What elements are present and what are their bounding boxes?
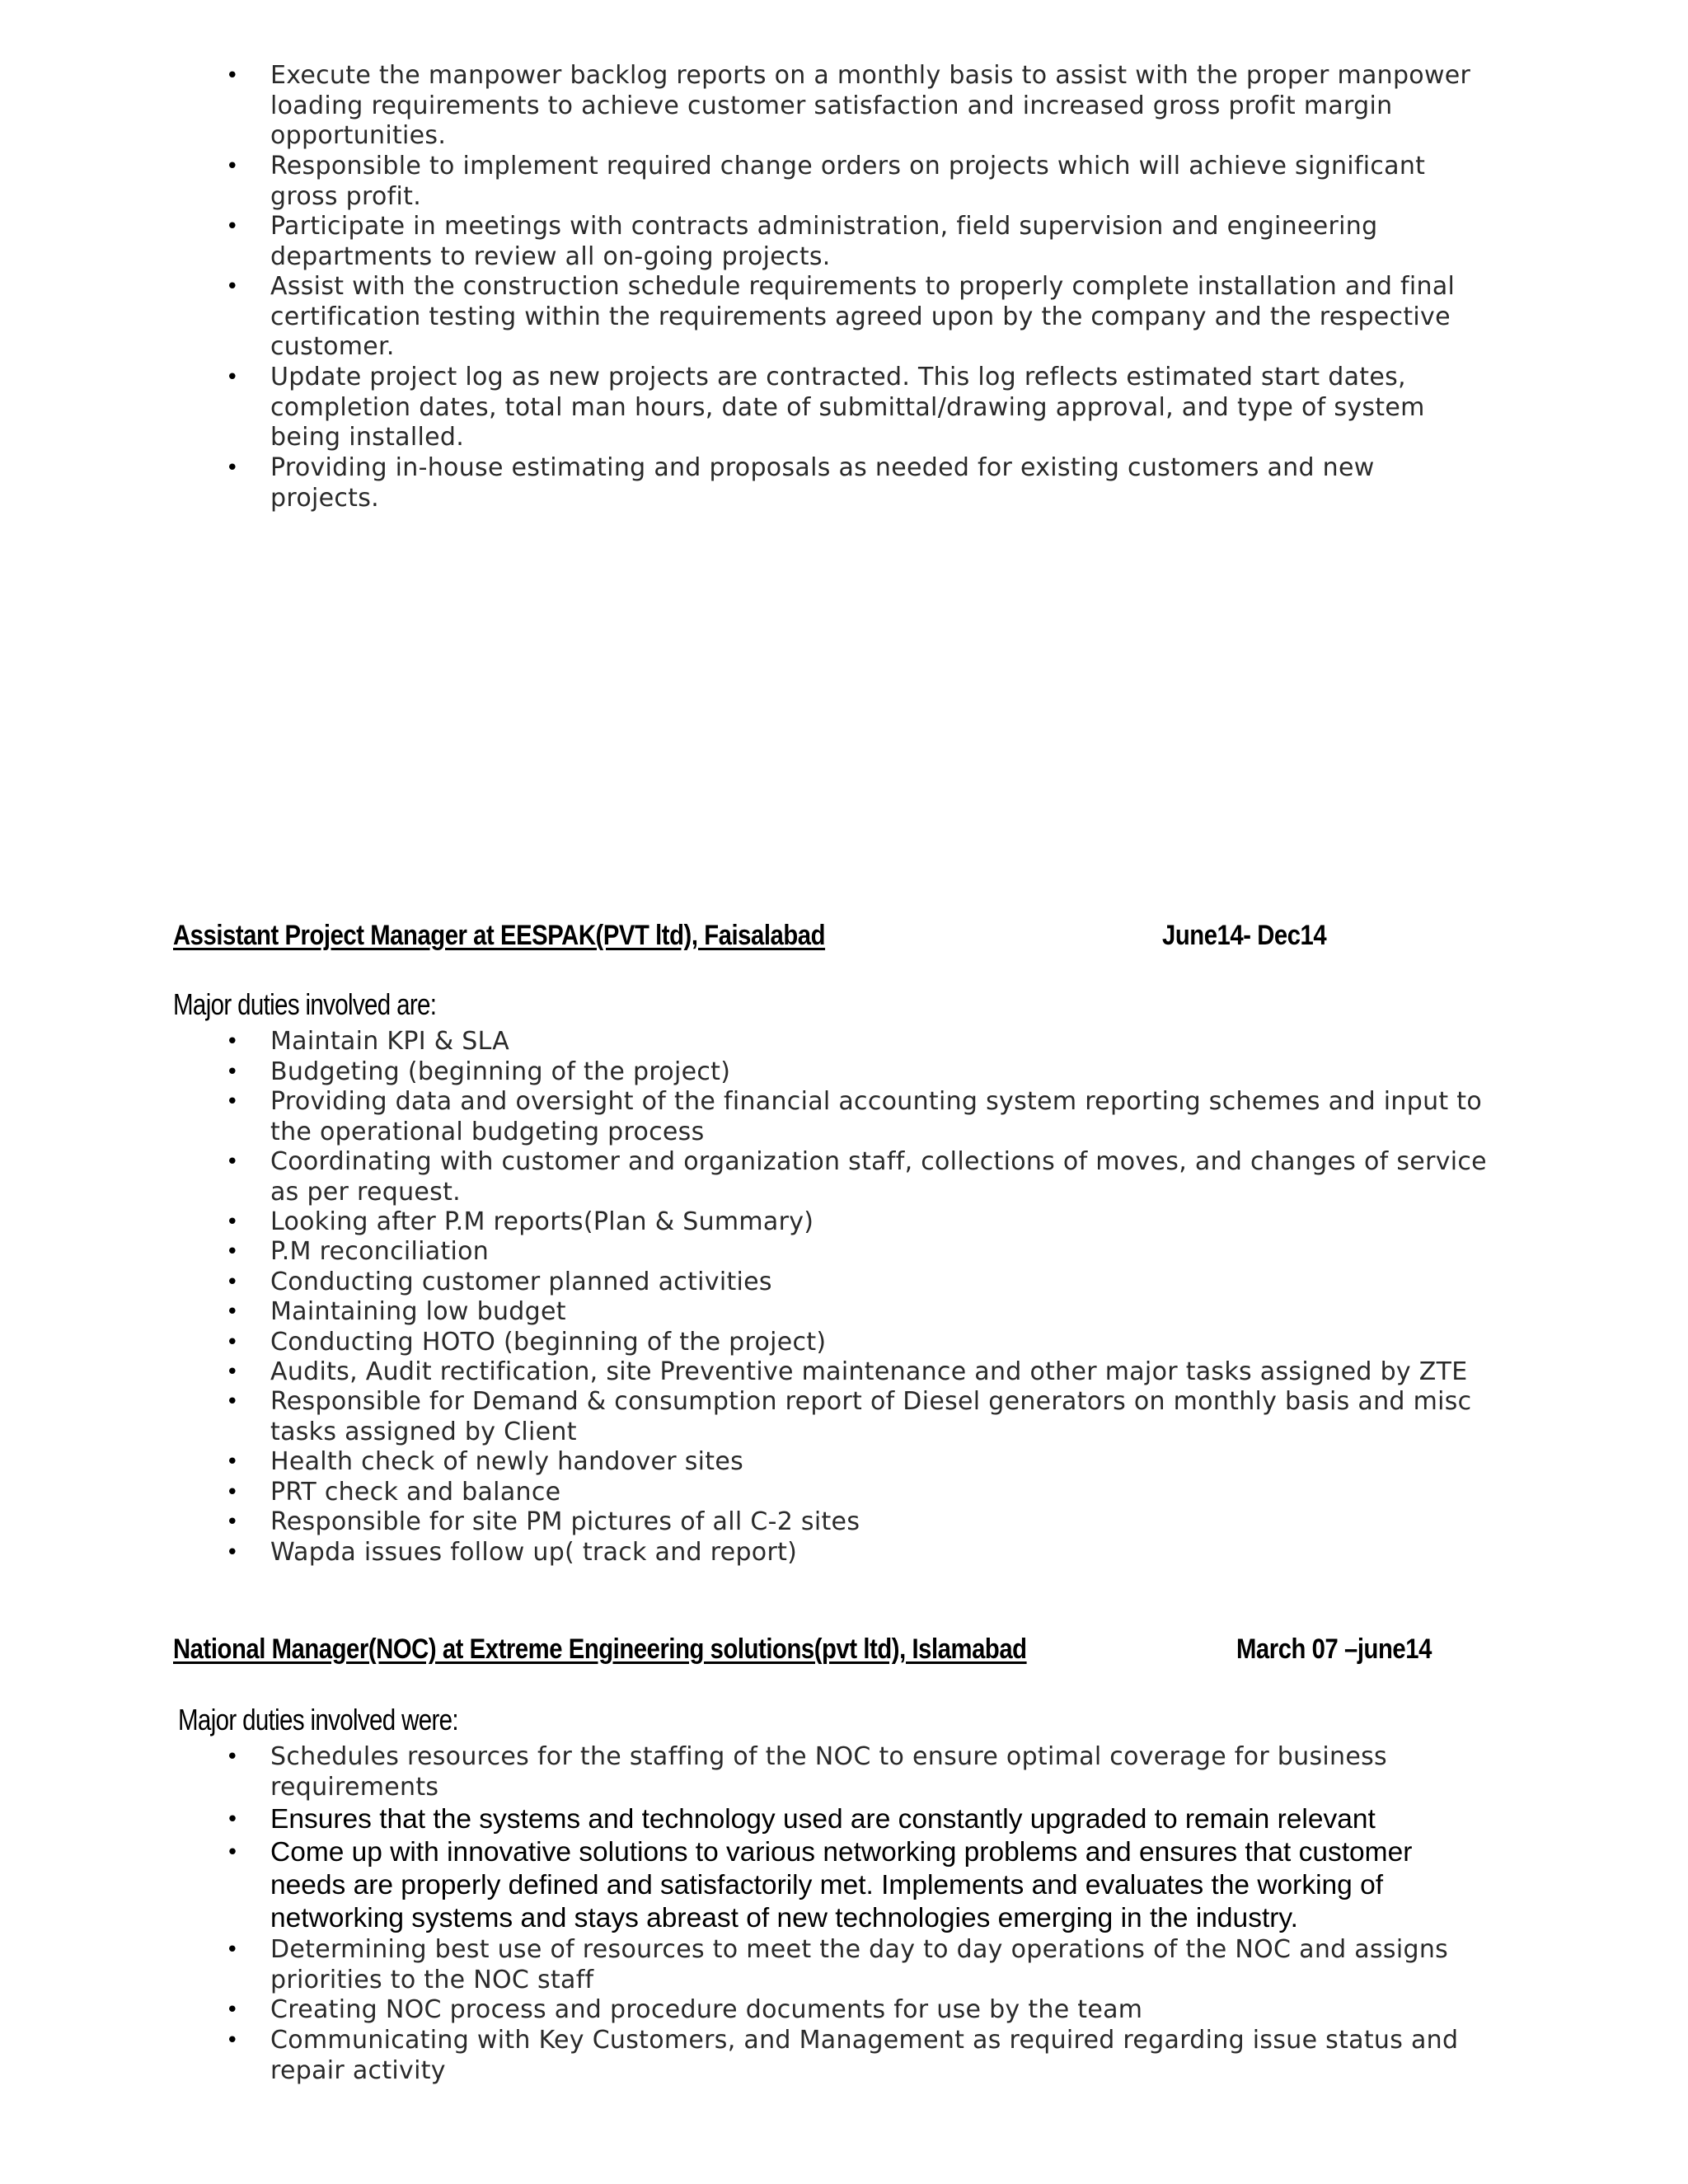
list-item: • Participate in meetings with contracts administration, field supervision and engineering departments to review all on-going projects. [270,212,1490,272]
list-item: • Update project log as new projects are contracted. This log reflects estimated start dates, completion dates, total man hours, date of submittal/drawing approval, and type of system being installed. [270,363,1490,453]
bullet-icon: • [226,1300,239,1324]
list-item: • Maintain KPI & SLA [270,1027,1490,1057]
bullet-icon: • [226,1150,239,1174]
bullet-icon: • [226,1029,239,1054]
bullet-icon: • [226,1480,239,1505]
list-item: • Providing in-house estimating and proposals as needed for existing customers and new projects. [270,453,1490,484]
list-item: • Conducting customer planned activities [270,1268,1490,1297]
list-item: • Looking after P.M reports(Plan & Summary) [270,1207,1490,1237]
bullet-icon: • [226,1060,239,1085]
top-duties-list [226,61,1490,513]
bullet-icon: • [226,63,239,88]
list-item: • Responsible for site PM pictures of all C-2 sites [270,1507,1490,1538]
list-item: • Come up with innovative solutions to various networking problems and ensures that customer needs are properly defined and satisfactorily met. Implements and evaluates the working of networking systems and stays abreast of new technologies emerging in the industry. [270,1836,1490,1935]
bullet-icon: • [226,1540,239,1565]
duties-label-eespak: Major duties involved are: [173,987,437,1021]
list-item: • Budgeting (beginning of the project) [270,1057,1490,1087]
bullet-icon: • [226,1807,239,1832]
bullet-icon: • [226,1360,239,1385]
bullet-icon: • [226,274,239,299]
list-item: • Schedules resources for the staffing of the NOC to ensure optimal coverage for business requirements [270,1742,1490,1803]
bullet-icon: • [226,1998,239,2022]
list-item: • Wapda issues follow up( track and report) [270,1538,1490,1568]
bullet-icon: • [226,214,239,239]
list-item: • Determining best use of resources to meet the day to day operations of the NOC and assigns priorities to the NOC staff [270,1935,1490,1995]
duties-label-extreme: Major duties involved were: [178,1703,458,1736]
bullet-icon: • [226,1210,239,1235]
job-dates-eespak: June14- Dec14 [1162,920,1327,951]
job-dates-extreme: March 07 –june14 [1236,1633,1432,1665]
bullet-icon: • [226,154,239,179]
list-item: • Maintaining low budget [270,1297,1490,1328]
extreme-duties-list [226,1742,1490,2086]
list-item: • Execute the manpower backlog reports on a monthly basis to assist with the proper manpower loading requirements to achieve customer satisfaction and increased gross profit margin opportunities. [270,61,1490,152]
list-item: • PRT check and balance [270,1478,1490,1507]
bullet-icon: • [226,1510,239,1535]
list-item: • Communicating with Key Customers, and Management as required regarding issue status and repair activity [270,2026,1490,2086]
list-item: • Providing data and oversight of the financial accounting system reporting schemes and input to the operational budgeting process [270,1087,1490,1147]
list-item: • Responsible to implement required change orders on projects which will achieve significant gross profit. [270,152,1490,212]
list-item: • Health check of newly handover sites [270,1447,1490,1478]
bullet-icon: • [226,1240,239,1264]
list-item: • Coordinating with customer and organization staff, collections of moves, and changes of service as per request. [270,1147,1490,1207]
list-item: • Responsible for Demand & consumption report of Diesel generators on monthly basis and misc tasks assigned by Client [270,1387,1490,1447]
bullet-icon: • [226,1390,239,1414]
bullet-icon: • [226,1938,239,1962]
bullet-icon: • [226,1330,239,1355]
list-item: • Ensures that the systems and technology used are constantly upgraded to remain relevant [270,1803,1490,1836]
bullet-icon: • [226,1840,239,1865]
bullet-icon: • [226,2028,239,2053]
job-title-eespak: Assistant Project Manager at EESPAK(PVT ltd), Faisalabad [173,920,826,951]
list-item: • Conducting HOTO (beginning of the project) [270,1328,1490,1357]
job-title-extreme: National Manager(NOC) at Extreme Engineering solutions(pvt ltd), Islamabad [173,1633,1027,1665]
list-item: • Creating NOC process and procedure documents for use by the team [270,1995,1490,2026]
bullet-icon: • [226,1450,239,1474]
list-item: • P.M reconciliation [270,1237,1490,1268]
eespak-duties-list [226,1027,1490,1568]
list-item: • Audits, Audit rectification, site Preventive maintenance and other major tasks assigned by ZTE [270,1357,1490,1387]
bullet-icon: • [226,1745,239,1769]
bullet-icon: • [226,1090,239,1114]
bullet-icon: • [226,1270,239,1295]
bullet-icon: • [226,365,239,390]
list-item: • Assist with the construction schedule requirements to properly complete installation and final certification testing within the requirements agreed upon by the company and the respective customer. [270,272,1490,363]
bullet-icon: • [226,456,239,480]
